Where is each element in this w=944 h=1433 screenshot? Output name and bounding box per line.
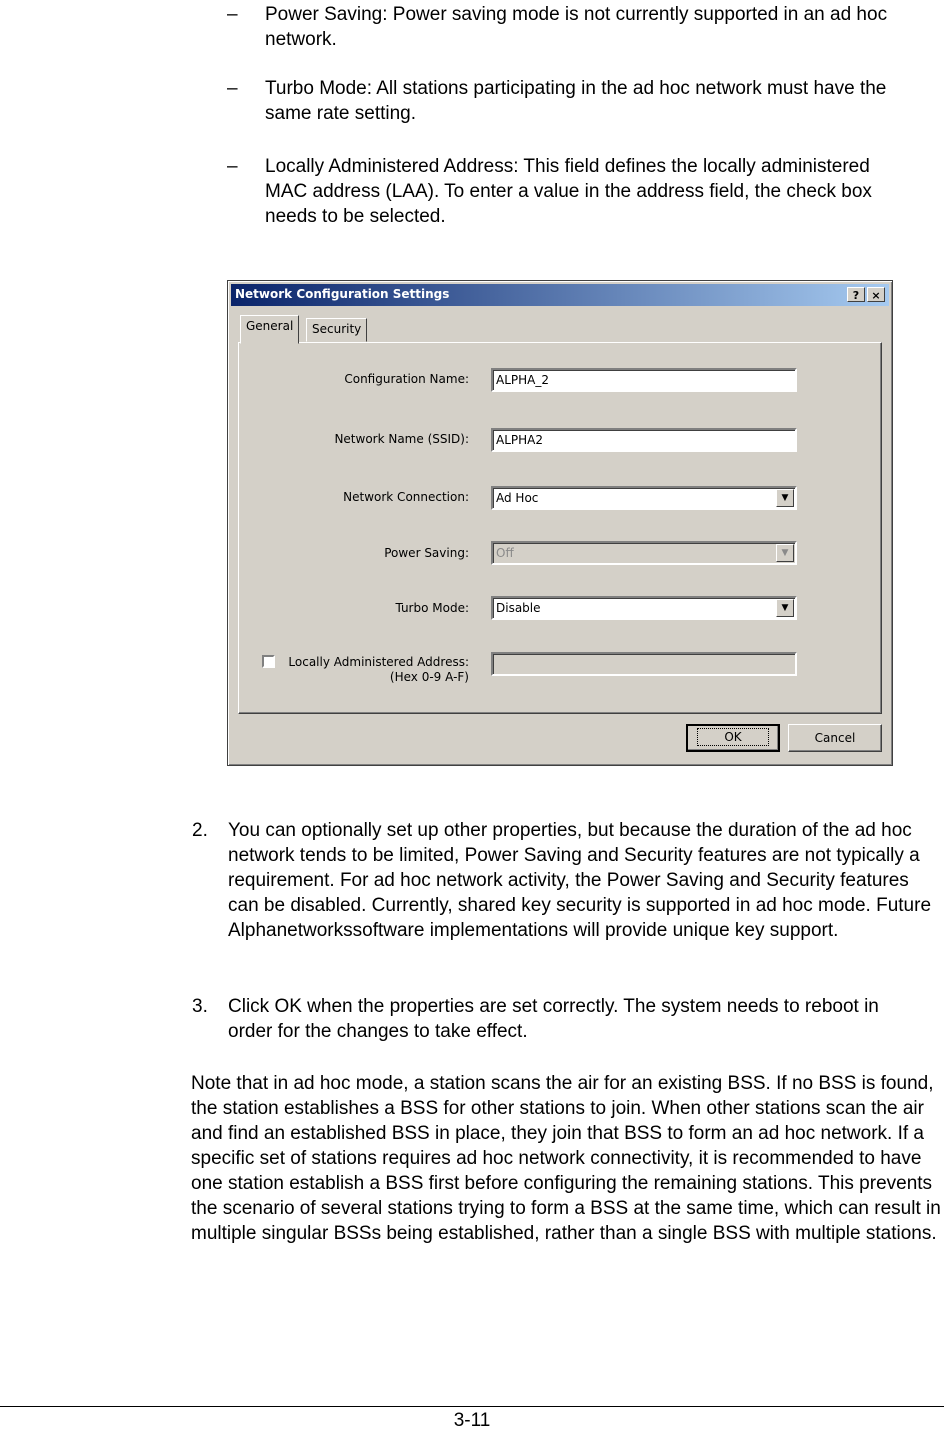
- ssid-label: Network Name (SSID):: [334, 432, 469, 446]
- power-saving-select: [491, 541, 797, 565]
- footer-divider: [0, 1406, 944, 1407]
- title-bar: [231, 284, 889, 306]
- laa-hint: (Hex 0-9 A-F): [389, 670, 469, 684]
- tab-security[interactable]: Security: [306, 318, 367, 342]
- laa-input: [491, 652, 797, 676]
- step-3-text: Click OK when the properties are set correctly. The system needs to reboot in order for the changes to take effect.: [228, 996, 879, 1042]
- connection-value: Ad Hoc: [496, 491, 539, 505]
- step-2-text: You can optionally set up other properties, but because the duration of the ad hoc network tends to be limited, Power Saving and Security features are not typically a requirement. For ad hoc network activity, the Power Saving and Security features can be disabled. Currently, shared key security is supported in ad hoc mode. Future Alphanetworkssoftware implementations will provide unique key support.: [228, 820, 932, 941]
- tab-general[interactable]: General: [240, 315, 299, 344]
- step-number: 3.: [192, 996, 208, 1017]
- config-name-input[interactable]: ALPHA_2: [491, 368, 797, 392]
- general-tab-panel: [238, 342, 882, 714]
- dialog-title: Network Configuration Settings: [235, 287, 450, 301]
- cancel-button[interactable]: Cancel: [788, 724, 882, 752]
- power-saving-label: Power Saving:: [384, 546, 469, 560]
- laa-label: Locally Administered Address:: [288, 655, 469, 669]
- power-saving-value: Off: [496, 546, 514, 560]
- bullet-marker: –: [227, 78, 238, 99]
- turbo-mode-value: Disable: [496, 601, 541, 615]
- bullet-marker: –: [227, 4, 238, 25]
- connection-label: Network Connection:: [343, 490, 469, 504]
- laa-checkbox[interactable]: [262, 655, 275, 668]
- ok-button-label: OK: [697, 728, 768, 746]
- page-number: 3-11: [453, 1410, 491, 1431]
- chevron-down-icon[interactable]: ▼: [776, 489, 794, 507]
- network-configuration-dialog: [227, 280, 893, 766]
- bullet-laa: Locally Administered Address: This field defines the locally administered MAC address (LAA). To enter a value in the address field, the check box needs to be selected.: [265, 156, 872, 227]
- chevron-down-icon[interactable]: ▼: [776, 599, 794, 617]
- bullet-turbo-mode: Turbo Mode: All stations participating in the ad hoc network must have the same rate setting.: [265, 78, 887, 124]
- close-button[interactable]: ×: [867, 287, 885, 302]
- bullet-power-saving: Power Saving: Power saving mode is not currently supported in an ad hoc network.: [265, 4, 888, 50]
- help-button[interactable]: ?: [847, 287, 865, 302]
- config-name-label: Configuration Name:: [344, 372, 469, 386]
- ok-button[interactable]: [686, 724, 780, 752]
- ssid-input[interactable]: ALPHA2: [491, 428, 797, 452]
- turbo-mode-select[interactable]: [491, 596, 797, 620]
- connection-select[interactable]: [491, 486, 797, 510]
- note-paragraph: Note that in ad hoc mode, a station scans the air for an existing BSS. If no BSS is found, the station establishes a BSS for other stations to join. When other stations scan the air and find an established BSS in place, they join that BSS to form an ad hoc network. If a specific set of stations requires ad hoc network connectivity, it is recommended to have one station establish a BSS first before configuring the remaining stations. This prevents the scenario of several stations trying to form a BSS at the same time, which can result in multiple singular BSSs being established, rather than a single BSS with multiple stations.: [191, 1073, 941, 1244]
- turbo-mode-label: Turbo Mode:: [395, 601, 469, 615]
- step-number: 2.: [192, 820, 208, 841]
- bullet-marker: –: [227, 156, 238, 177]
- chevron-down-icon: ▼: [776, 544, 794, 562]
